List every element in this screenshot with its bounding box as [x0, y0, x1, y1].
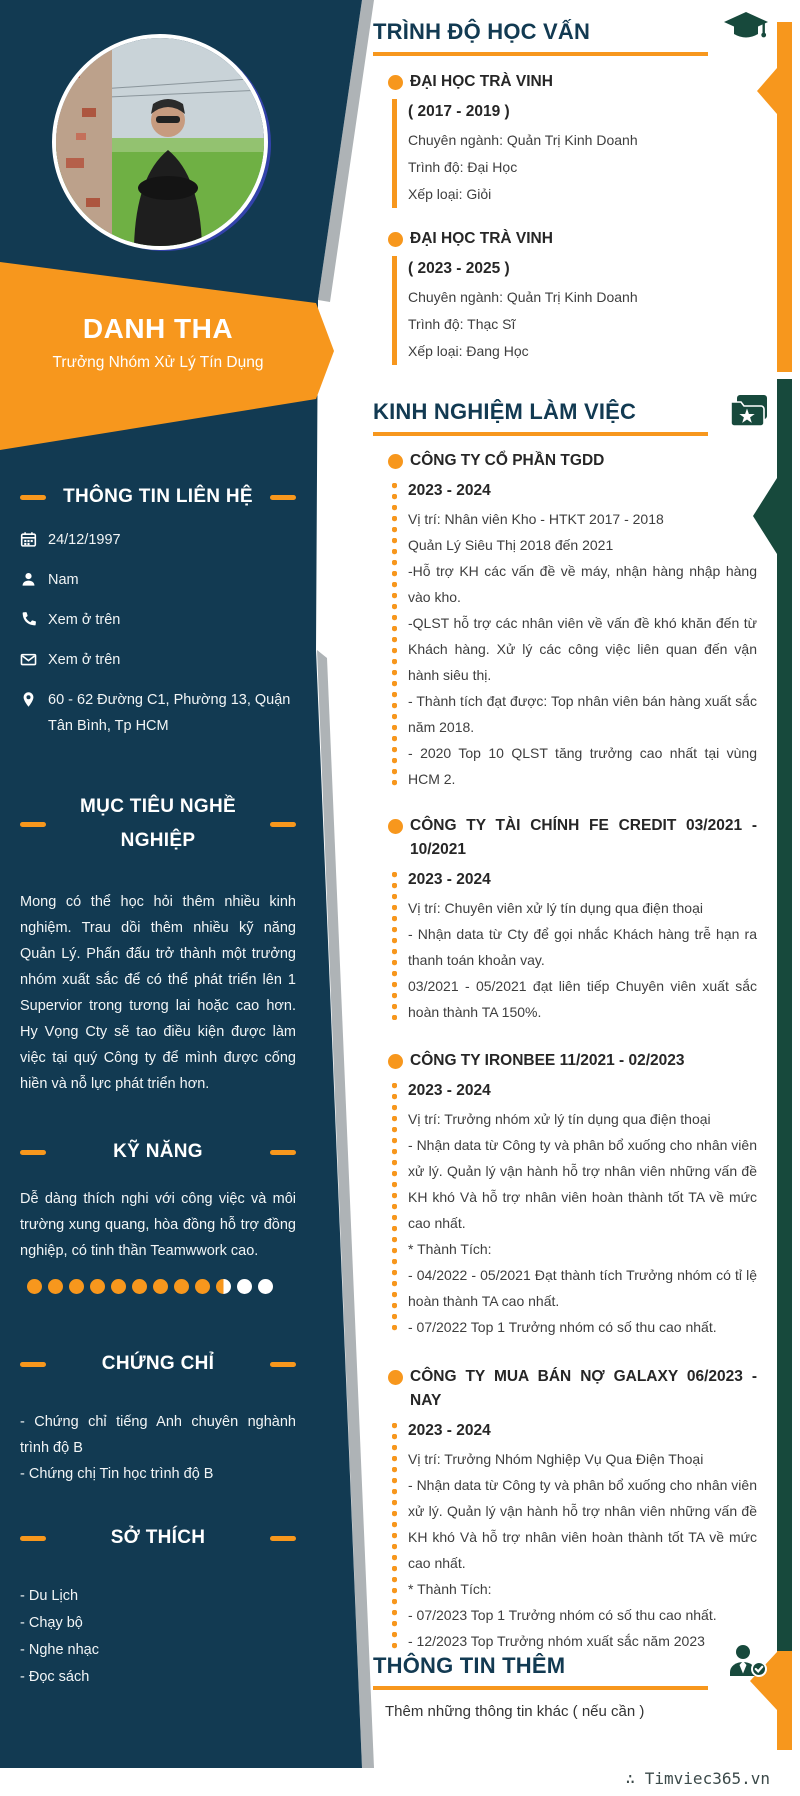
skill-dot	[27, 1279, 42, 1294]
education-entry-body	[392, 256, 757, 365]
job-detail: Vị trí: Chuyên viên xử lý tín dụng qua điện thoại	[408, 900, 703, 916]
birthday-value: 24/12/1997	[48, 532, 121, 548]
contact-section	[0, 481, 316, 753]
candidate-name: DANH THA	[82, 313, 234, 344]
skill-dot	[69, 1279, 84, 1294]
job-period: 2023 - 2024	[408, 1422, 491, 1439]
school-name: ĐẠI HỌC TRÀ VINH	[410, 73, 553, 90]
main-column	[373, 0, 757, 1796]
job-detail: - Thành tích đạt được: Top nhân viên bán hàng xuất sắc năm 2018.	[408, 693, 757, 735]
certificates-heading: CHỨNG CHỈ	[101, 1353, 215, 1374]
hobbies-list	[20, 1583, 296, 1691]
experience-section	[373, 398, 757, 1654]
contact-item-address	[20, 687, 296, 739]
skill-rating	[20, 1279, 296, 1294]
heading-dash-right	[270, 1150, 296, 1155]
bullet-icon	[388, 1054, 403, 1069]
hobby-item: - Đọc sách	[20, 1669, 90, 1685]
job-detail: * Thành Tích:	[408, 1241, 492, 1257]
gender-value: Nam	[48, 572, 79, 588]
right-bar-education-arrow	[757, 68, 777, 114]
objective-section	[0, 790, 316, 1112]
education-period: ( 2017 - 2019 )	[408, 103, 510, 120]
heading-dash-right	[270, 495, 296, 500]
experience-underline	[373, 432, 708, 436]
education-section	[373, 18, 757, 365]
job-period: 2023 - 2024	[408, 482, 491, 499]
contact-item-email	[20, 647, 296, 673]
contact-heading: THÔNG TIN LIÊN HỆ	[63, 486, 253, 507]
phone-value: Xem ở trên	[48, 612, 121, 628]
contact-heading-row	[20, 481, 296, 513]
candidate-job-title: Trưởng Nhóm Xử Lý Tín Dụng	[52, 354, 264, 371]
phone-icon	[20, 611, 37, 628]
hobby-item: - Du Lịch	[20, 1588, 79, 1604]
contact-item-gender	[20, 567, 296, 593]
bullet-icon	[388, 819, 403, 834]
person-check-icon	[727, 1644, 769, 1678]
certificates-section	[0, 1348, 316, 1487]
job-detail: -Hỗ trợ KH các vấn đề về máy, nhận hàng nhập hàng vào kho.	[408, 563, 757, 605]
bullet-icon	[388, 1370, 403, 1385]
job-period: 2023 - 2024	[408, 1082, 491, 1099]
job-detail: Vị trí: Trưởng Nhóm Nghiệp Vụ Qua Điện Thoại	[408, 1451, 704, 1467]
education-detail: Xếp loại: Giỏi	[408, 186, 492, 202]
education-entry-head	[388, 227, 757, 251]
job-detail: - 07/2023 Top 1 Trưởng nhóm có số thu cao nhất.	[408, 1607, 717, 1623]
heading-dash-right	[270, 1362, 296, 1367]
brand-watermark: ∴ Timviec365.vn	[625, 1769, 770, 1788]
job-detail: Vị trí: Nhân viên Kho - HTKT 2017 - 2018	[408, 511, 664, 527]
heading-dash-left	[20, 1362, 46, 1367]
education-entry	[373, 70, 757, 208]
job-entry-body	[392, 478, 757, 792]
skills-section	[0, 1136, 316, 1294]
skills-heading-row	[20, 1136, 296, 1168]
hobbies-heading-row	[20, 1522, 296, 1554]
more-info-text: Thêm những thông tin khác ( nếu cần )	[385, 1703, 645, 1720]
more-info-underline	[373, 1686, 708, 1690]
contact-item-phone	[20, 607, 296, 633]
certificate-item: - Chứng chị Tin học trình độ B	[20, 1466, 214, 1482]
job-detail: - Nhận data từ Công ty và phân bổ xuống cho nhân viên xử lý. Quản lý vận hành hỗ trợ nhân viên những vấn đề KH khó Và hỗ trợ nhân viên hoàn thành tốt TA về mức cao nhất.	[408, 1477, 757, 1571]
education-detail: Chuyên ngành: Quản Trị Kinh Doanh	[408, 132, 638, 148]
heading-dash-left	[20, 1536, 46, 1541]
skill-dot	[195, 1279, 210, 1294]
bullet-icon	[388, 454, 403, 469]
skill-dot-empty	[237, 1279, 252, 1294]
job-entry-head	[388, 1049, 757, 1073]
job-detail: 03/2021 - 05/2021 đạt liên tiếp Chuyên viên xuất sắc hoàn thành TA 150%.	[408, 978, 757, 1020]
skill-dot	[90, 1279, 105, 1294]
job-entry	[373, 449, 757, 792]
skill-dot	[48, 1279, 63, 1294]
job-detail: - Nhận data từ Cty để gọi nhắc Khách hàng trễ hạn ra thanh toán khoản vay.	[408, 926, 757, 968]
sidebar	[0, 0, 316, 1768]
more-info-section	[373, 1652, 757, 1725]
education-underline	[373, 52, 708, 56]
name-banner	[0, 312, 316, 375]
job-detail: Vị trí: Trưởng nhóm xử lý tín dụng qua điện thoại	[408, 1111, 711, 1127]
school-name: ĐẠI HỌC TRÀ VINH	[410, 230, 553, 247]
heading-dash-left	[20, 495, 46, 500]
location-icon	[20, 691, 37, 708]
job-detail: - 2020 Top 10 QLST tăng trưởng cao nhất tại vùng HCM 2.	[408, 745, 757, 787]
job-period: 2023 - 2024	[408, 871, 491, 888]
experience-header	[373, 398, 757, 436]
hobbies-section	[0, 1522, 316, 1691]
certificates-list	[20, 1409, 296, 1487]
skills-heading: KỸ NĂNG	[113, 1141, 203, 1162]
objective-text: Mong có thể học hỏi thêm nhiều kinh nghiệm. Trau dồi thêm nhiều kỹ năng Quản Lý. Phấn đấu trở thành một trưởng nhóm xuất sắc để có thể phát triển lên 1 Supervior trong tương lai hoặc cao hơn. Hy Vọng Cty sẽ tao điều kiện được làm việc tại quý Công ty để mình được cống hiền và nỗ lực phát triển hơn.	[20, 894, 296, 1092]
right-bar-more	[777, 1651, 792, 1750]
hobby-item: - Nghe nhạc	[20, 1642, 99, 1658]
job-detail: - 12/2023 Top Trưởng nhóm xuất sắc năm 2023	[408, 1633, 705, 1649]
profile-photo-image	[56, 38, 264, 246]
objective-heading-row	[20, 790, 296, 858]
job-entry-body	[392, 1078, 757, 1340]
certificate-item: - Chứng chỉ tiếng Anh chuyên nghành trình độ B	[20, 1414, 296, 1456]
company-name: CÔNG TY CỔ PHẦN TGDD	[410, 452, 605, 469]
job-detail: * Thành Tích:	[408, 1581, 492, 1597]
education-detail: Chuyên ngành: Quản Trị Kinh Doanh	[408, 289, 638, 305]
education-period: ( 2023 - 2025 )	[408, 260, 510, 277]
education-detail: Trình độ: Đại Học	[408, 159, 518, 175]
job-detail: - 07/2022 Top 1 Trưởng nhóm có số thu cao nhất.	[408, 1319, 717, 1335]
education-entry-body	[392, 99, 757, 208]
skills-text: Dễ dàng thích nghi với công việc và môi trường xung quang, hòa đồng hỗ trợ đồng nghiệp, có tinh thần Teamwwork cao.	[20, 1191, 296, 1259]
right-bar-education	[777, 22, 792, 372]
envelope-icon	[20, 651, 37, 668]
job-entry-head	[388, 449, 757, 473]
job-entry	[373, 1049, 757, 1340]
right-bar-experience	[777, 379, 792, 1651]
user-icon	[20, 571, 37, 588]
company-name: CÔNG TY IRONBEE 11/2021 - 02/2023	[410, 1052, 685, 1069]
skill-dot-empty	[258, 1279, 273, 1294]
heading-dash-left	[20, 822, 46, 827]
hobbies-heading: SỞ THÍCH	[110, 1527, 206, 1548]
job-detail: Quản Lý Siêu Thị 2018 đến 2021	[408, 537, 614, 553]
job-detail: -QLST hỗ trợ các nhân viên về vấn đề khó khăn đến từ Khách hàng. Xử lý các công việc liên quan đến vận hành siêu thị.	[408, 615, 757, 683]
email-value: Xem ở trên	[48, 652, 121, 668]
education-detail: Trình độ: Thạc Sĩ	[408, 316, 516, 332]
job-entry	[373, 814, 757, 1025]
contact-list	[20, 527, 296, 739]
heading-dash-right	[270, 1536, 296, 1541]
education-header	[373, 18, 757, 56]
education-detail: Xếp loại: Đang Học	[408, 343, 529, 359]
more-info-header	[373, 1652, 757, 1690]
address-value: 60 - 62 Đường C1, Phường 13, Quận Tân Bình, Tp HCM	[48, 692, 291, 734]
skill-dot	[153, 1279, 168, 1294]
skill-dot	[174, 1279, 189, 1294]
certificates-heading-row	[20, 1348, 296, 1380]
job-detail: - Nhận data từ Công ty và phân bổ xuống cho nhân viên xử lý. Quản lý vận hành hỗ trợ nhân viên những vấn đề KH khó Và hỗ trợ nhân viên hoàn thành tốt TA về mức cao nhất.	[408, 1137, 757, 1231]
skill-dot	[132, 1279, 147, 1294]
job-entry	[373, 1365, 757, 1654]
heading-dash-right	[270, 822, 296, 827]
education-heading: TRÌNH ĐỘ HỌC VẤN	[373, 19, 591, 44]
company-name: CÔNG TY MUA BÁN NỢ GALAXY 06/2023 - NAY	[410, 1368, 757, 1409]
contact-item-birthday	[20, 527, 296, 553]
company-name: CÔNG TY TÀI CHÍNH FE CREDIT 03/2021 - 10/2021	[410, 817, 757, 858]
graduation-cap-icon	[723, 10, 769, 48]
folder-star-icon	[729, 394, 769, 428]
more-info-heading: THÔNG TIN THÊM	[373, 1653, 566, 1678]
job-entry-body	[392, 867, 757, 1025]
job-entry-head	[388, 1365, 757, 1413]
education-entry-head	[388, 70, 757, 94]
objective-heading: MỤC TIÊU NGHỀ NGHIỆP	[80, 796, 236, 851]
job-entry-body	[392, 1418, 757, 1654]
education-entry	[373, 227, 757, 365]
heading-dash-left	[20, 1150, 46, 1155]
bullet-icon	[388, 75, 403, 90]
job-entry-head	[388, 814, 757, 862]
skill-dot-half	[216, 1279, 231, 1294]
bullet-icon	[388, 232, 403, 247]
hobby-item: - Chạy bộ	[20, 1615, 83, 1631]
skill-dot	[111, 1279, 126, 1294]
profile-photo	[52, 34, 268, 250]
experience-heading: KINH NGHIỆM LÀM VIỆC	[373, 399, 637, 424]
job-detail: - 04/2022 - 05/2021 Đạt thành tích Trưởng nhóm có tỉ lệ hoàn thành TA cao nhất.	[408, 1267, 757, 1309]
calendar-icon	[20, 531, 37, 548]
